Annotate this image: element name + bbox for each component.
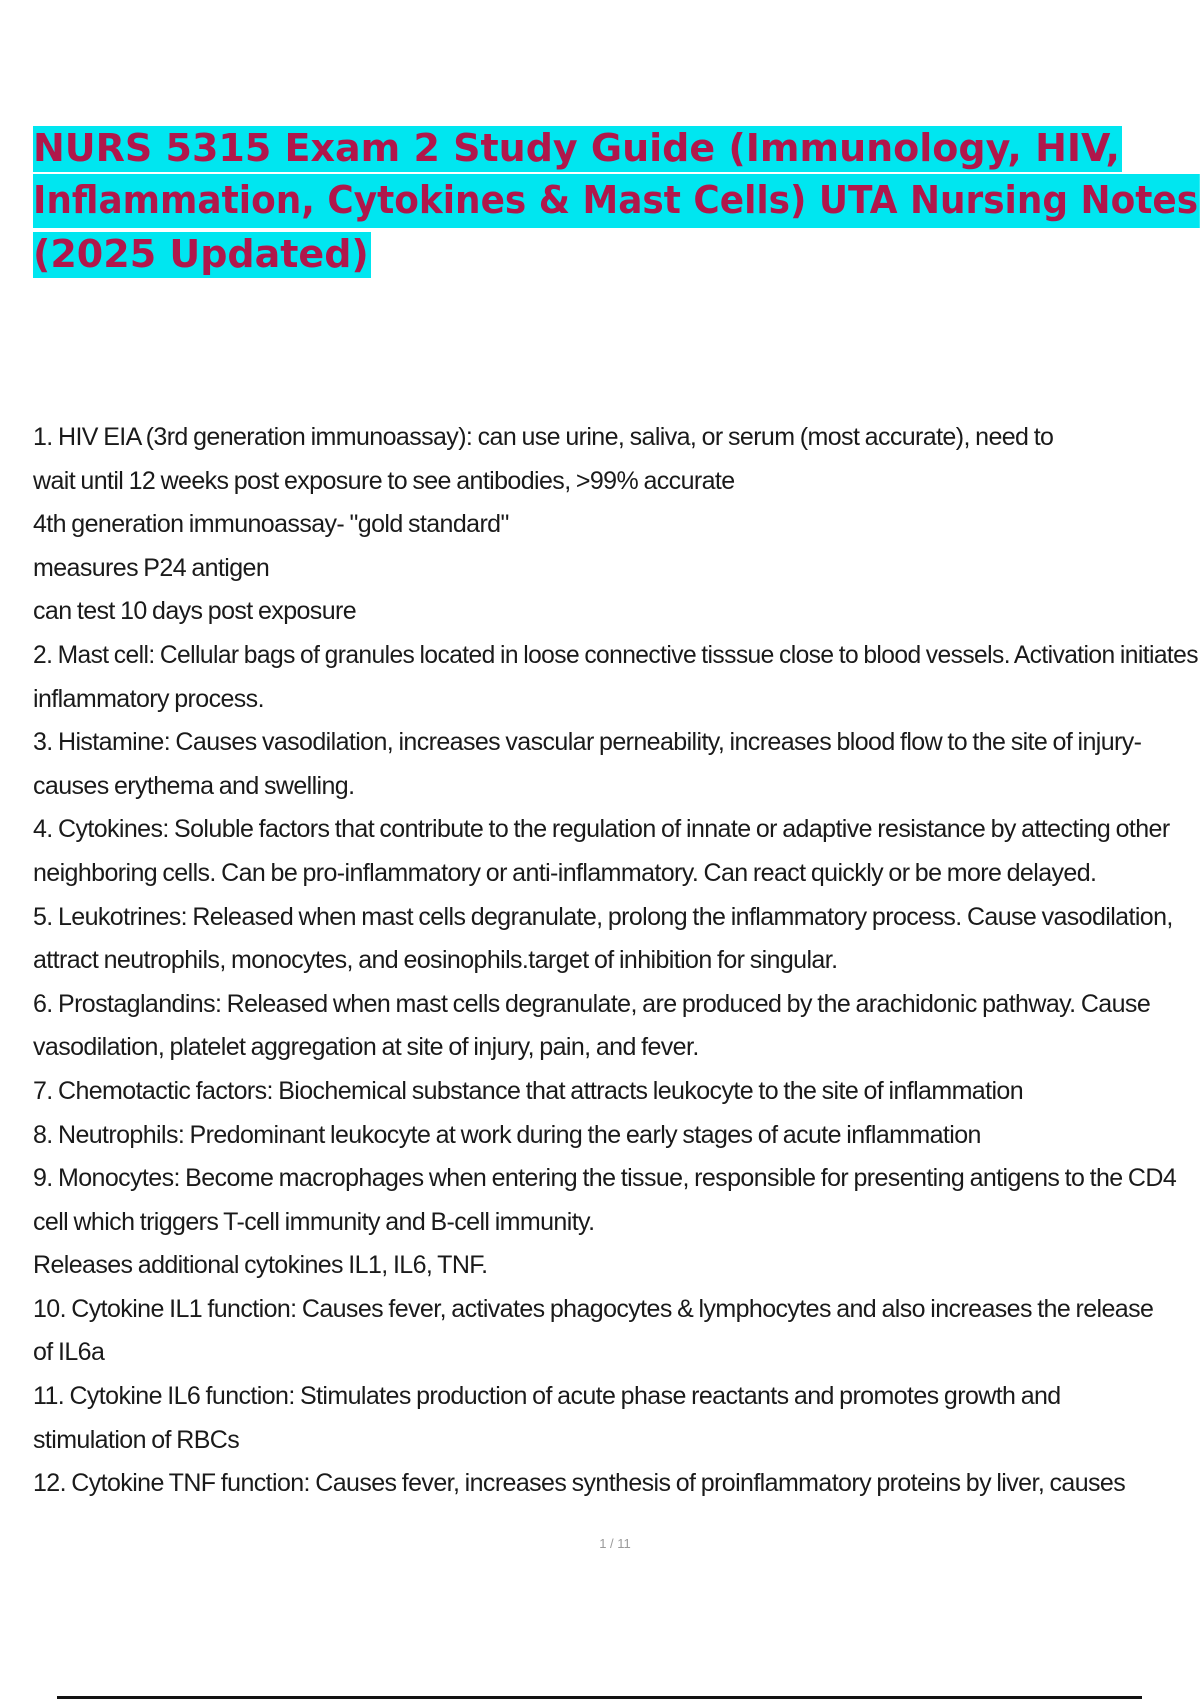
body-line: 12. Cytokine TNF function: Causes fever, increases synthesis of proinflammatory proteins by liver, causes (33, 1469, 1126, 1498)
body-line: neighboring cells. Can be pro-inflammatory or anti-inflammatory. Can react quickly or be more delayed. (33, 858, 1097, 887)
body-line: 3. Histamine: Causes vasodilation, increases vascular perneability, increases blood flow to the site of injury- (33, 728, 1142, 757)
page-number: 1 / 11 (599, 1536, 631, 1551)
body-line: 6. Prostaglandins: Released when mast cells degranulate, are produced by the arachidonic pathway. Cause (33, 989, 1151, 1018)
body-line: 8. Neutrophils: Predominant leukocyte at work during the early stages of acute inflammation (33, 1120, 981, 1149)
body-line: measures P24 antigen (33, 553, 270, 582)
body-line: attract neutrophils, monocytes, and eosinophils.target of inhibition for singular. (33, 946, 838, 975)
document-title (33, 122, 1200, 280)
title-line-1: NURS 5315 Exam 2 Study Guide (Immunology, HIV, (33, 126, 1120, 170)
body-line: 1. HIV EIA (3rd generation immunoassay): can use urine, saliva, or serum (most accurate), need to (33, 423, 1054, 451)
body-line: 10. Cytokine IL1 function: Causes fever, activates phagocytes & lymphocytes and also increases the release (33, 1294, 1154, 1323)
body-line: 9. Monocytes: Become macrophages when entering the tissue, responsible for presenting antigens to the CD4 (33, 1164, 1177, 1193)
title-line-3: (2025 Updated) (33, 232, 369, 276)
body-line: 11. Cytokine IL6 function: Stimulates production of acute phase reactants and promotes growth and (33, 1382, 1061, 1411)
body-line: 4. Cytokines: Soluble factors that contribute to the regulation of innate or adaptive resistance by attecting other (33, 815, 1170, 844)
body-line: wait until 12 weeks post exposure to see antibodies, >99% accurate (33, 466, 735, 495)
body-line: of IL6a (33, 1338, 105, 1367)
body-line: 2. Mast cell: Cellular bags of granules located in loose connective tisssue close to blood vessels. Activation initiates (33, 640, 1198, 669)
body-line: inflammatory process. (33, 684, 264, 713)
body-line: Releases additional cytokines IL1, IL6, TNF. (33, 1251, 488, 1280)
body-line: causes erythema and swelling. (33, 771, 355, 800)
body-line: 7. Chemotactic factors: Biochemical substance that attracts leukocyte to the site of inflammation (33, 1076, 1024, 1105)
body-line: vasodilation, platelet aggregation at site of injury, pain, and fever. (33, 1033, 699, 1062)
document-body (33, 416, 1198, 1506)
body-line: can test 10 days post exposure (33, 597, 357, 626)
bottom-divider (57, 1696, 1142, 1699)
title-line-2: Inflammation, Cytokines & Mast Cells) UTA Nursing Notes (33, 174, 1200, 228)
body-line: stimulation of RBCs (33, 1425, 240, 1454)
body-line: 5. Leukotrines: Released when mast cells degranulate, prolong the inflammatory process. Cause vasodilation, (33, 902, 1173, 931)
body-line: 4th generation immunoassay- "gold standard" (33, 510, 509, 539)
body-line: cell which triggers T-cell immunity and B-cell immunity. (33, 1207, 595, 1236)
